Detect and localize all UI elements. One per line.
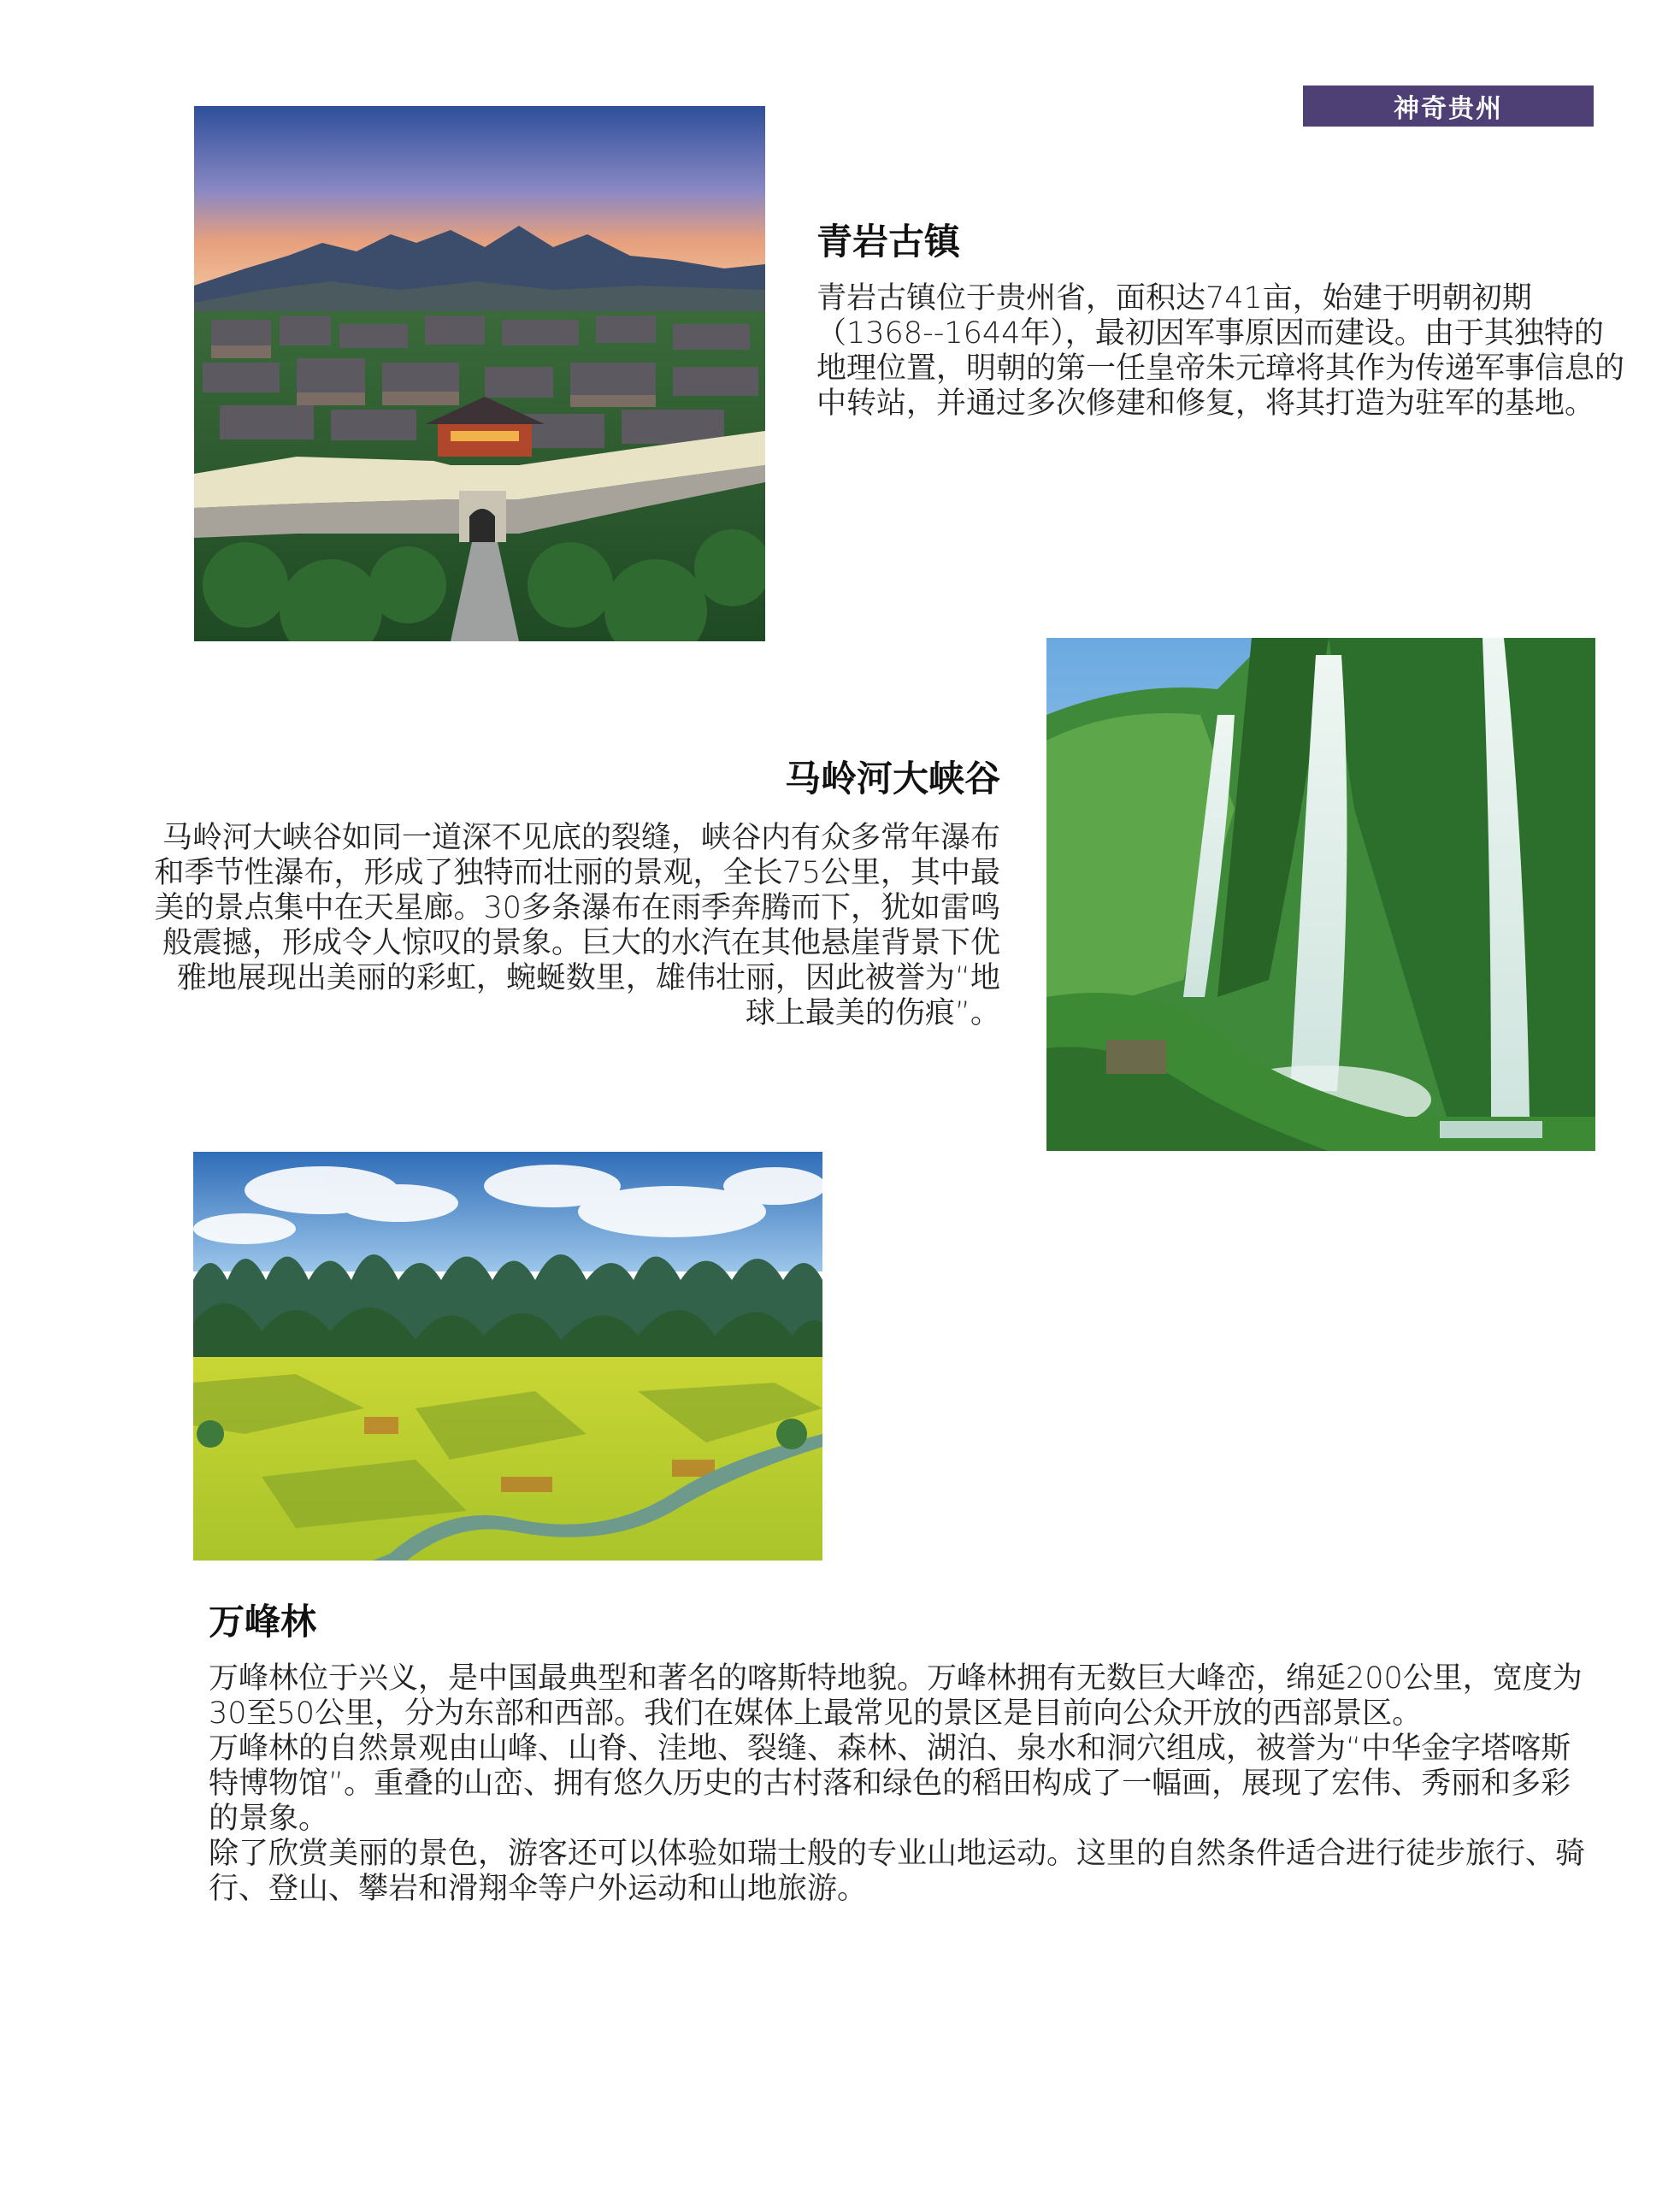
wanfenglin-photo xyxy=(193,1152,822,1561)
paragraph: 万峰林位于兴义，是中国最典型和著名的喀斯特地貌。万峰林拥有无数巨大峰峦，绵延200公里，宽度为30至50公里，分为东部和西部。我们在媒体上最常见的景区是目前向公众开放的西部景区。 xyxy=(209,1661,1583,1731)
paragraph: 青岩古镇位于贵州省，面积达741亩，始建于明朝初期（1368--1644年），最初因军事原因而建设。由于其独特的地理位置，明朝的第一任皇帝朱元璋将其作为传递军事信息的中转站，并通过多次修建和修复，将其打造为驻军的基地。 xyxy=(816,281,1625,421)
section-body-wanfenglin xyxy=(209,1661,1589,1907)
section-body-qingyan xyxy=(816,281,1633,422)
paragraph: 除了欣赏美丽的景色，游客还可以体验如瑞士般的专业山地运动。这里的自然条件适合进行徒步旅行、骑行、登山、攀岩和滑翔伞等户外运动和山地旅游。 xyxy=(209,1837,1586,1906)
section-title-qingyan: 青岩古镇 xyxy=(816,221,961,263)
paragraph: 马岭河大峡谷如同一道深不见底的裂缝，峡谷内有众多常年瀑布和季节性瀑布，形成了独特而壮丽的景观，全长75公里，其中最美的景点集中在天星廊。30多条瀑布在雨季奔腾而下，犹如雷鸣般震撼，形成令人惊叹的景象。巨大的水汽在其他悬崖背景下优雅地展现出美丽的彩虹，蜿蜒数里，雄伟壮丽，因此被誉为“地球上最美的伤痕”。 xyxy=(154,821,1000,1030)
section-title-malinghe: 马岭河大峡谷 xyxy=(784,758,1000,799)
header-tag: 神奇贵州 xyxy=(1303,86,1594,127)
paragraph: 万峰林的自然景观由山峰、山脊、洼地、裂缝、森林、湖泊、泉水和洞穴组成，被誉为“中华金字塔喀斯特博物馆”。重叠的山峦、拥有悠久历史的古村落和绿色的稻田构成了一幅画，展现了宏伟、秀丽和多彩的景象。 xyxy=(209,1732,1571,1836)
section-title-wanfenglin: 万峰林 xyxy=(209,1601,317,1643)
qingyan-town-photo xyxy=(194,106,765,641)
section-body-malinghe xyxy=(150,821,1000,1031)
malinghe-canyon-photo xyxy=(1046,638,1595,1151)
